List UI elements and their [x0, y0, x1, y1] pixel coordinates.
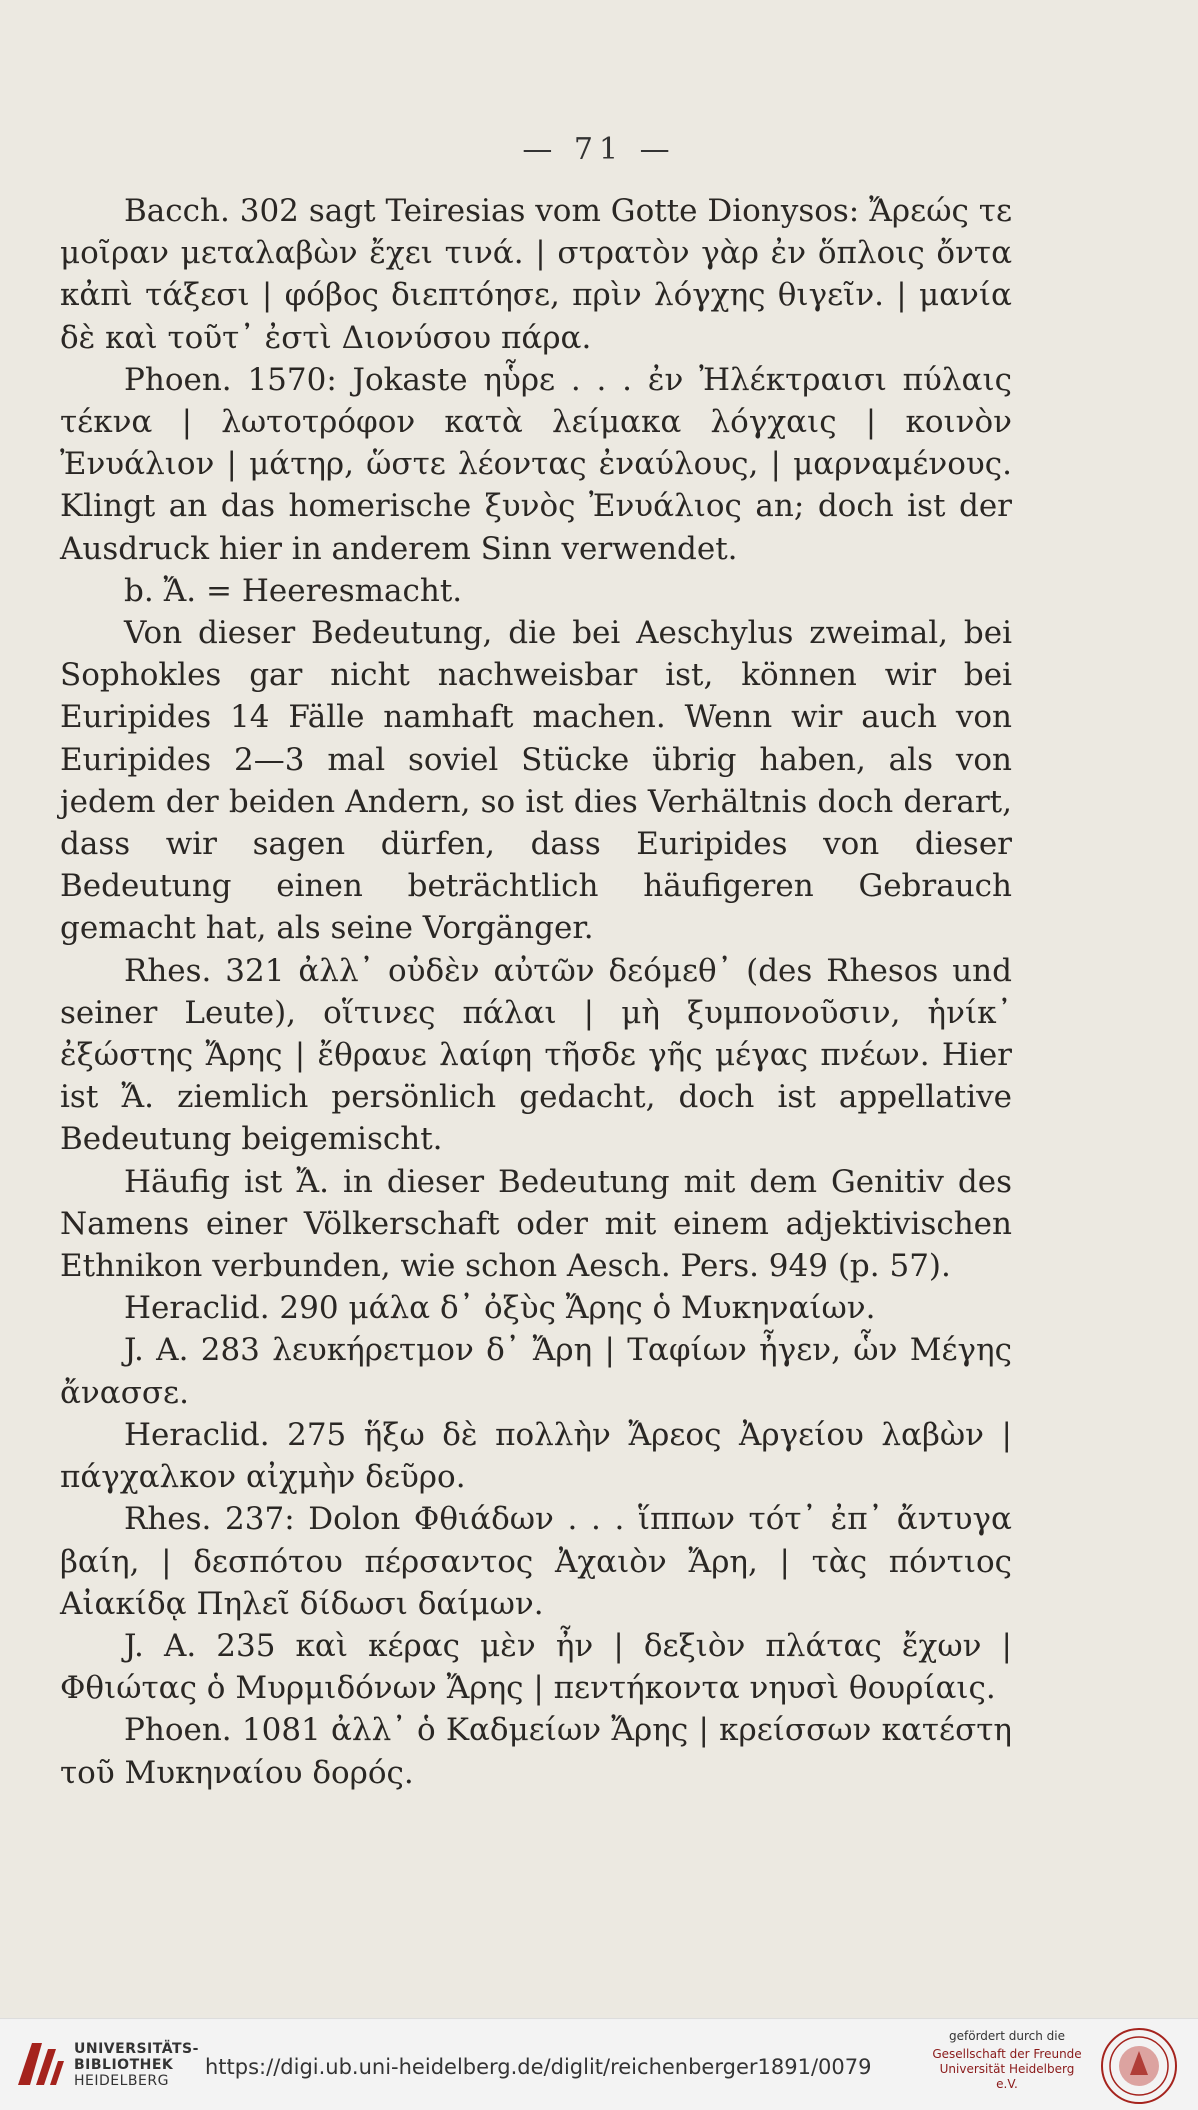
sponsor-caption: gefördert durch die	[949, 2029, 1065, 2043]
paragraph-phoen-1081: Phoen. 1081 ἀλλ᾿ ὁ Καδμείων Ἄρης | κρείσσων κατέστη τοῦ Μυκηναίου δορός.	[60, 1712, 1012, 1791]
sponsor-block	[928, 2029, 1086, 2092]
paragraph-heraclid-290: Heraclid. 290 μάλα δ᾿ ὀξὺς Ἄρης ὁ Μυκηναίων.	[124, 1290, 876, 1327]
paragraph-ja-283: J. A. 283 λευκήρετμον δ᾿ Ἄρη | Ταφίων ἦγεν, ὧν Μέγης ἄνασσε.	[60, 1332, 1012, 1411]
paragraph-bacch: Bacch. 302 sagt Teiresias vom Gotte Dionysos: Ἄρεώς τε μοῖραν μεταλαβὼν ἔχει τινά. | στρατὸν γὰρ ἐν ὅπλοις ὄντα κἀπὶ τάξεσι | φόβος διεπτόησε, πρὶν λόγχης θιγεῖν. | μανία δὲ καὶ τοῦτ᾿ ἐστὶ Διονύσου πάρα.	[60, 193, 1012, 356]
footer-bar	[0, 2018, 1198, 2110]
permalink-url[interactable]: https://digi.ub.uni-heidelberg.de/diglit/reichenberger1891/0079	[205, 2055, 872, 2079]
institution-line-1: UNIVERSITÄTS-	[74, 2041, 199, 2057]
page-number: — 71 —	[522, 132, 676, 167]
paragraph-heraclid-275: Heraclid. 275 ἥξω δὲ πολλὴν Ἄρεος Ἀργείου λαβὼν | πάγχαλκον αἰχμὴν δεῦρο.	[60, 1416, 1012, 1496]
paragraph-ja-235: J. A. 235 καὶ κέρας μὲν ἦν | δεξιὸν πλάτας ἔχων | Φθιώτας ὁ Μυρμιδόνων Ἄρης | πεντήκοντα νηυσὶ θουρίαις.	[60, 1627, 1012, 1707]
paragraph-rhes-321: Rhes. 321 ἀλλ᾿ οὐδὲν αὐτῶν δεόμεθ᾿ (des Rhesos und seiner Leute), οἵτινες πάλαι | μὴ ξυμπονοῦσιν, ἡνίκ᾿ ἐξώστης Ἄρης | ἔθραυε λαίφη τῆσδε γῆς μέγας πνέων. Hier ist Ἄ. ziemlich persönlich gedacht, doch ist appellative Bedeutung beigemischt.	[60, 952, 1012, 1158]
sponsor-line-2: Universität Heidelberg e.V.	[939, 2062, 1075, 2091]
ub-heidelberg-logo-icon	[12, 2035, 70, 2093]
body-text	[60, 190, 1012, 1794]
institution-name	[74, 2041, 199, 2089]
paragraph-von-dieser: Von dieser Bedeutung, die bei Aeschylus zweimal, bei Sophokles gar nicht nachweisbar ist, können wir bei Euripides 14 Fälle namhaft machen. Wenn wir auch von Euripides 2—3 mal soviel Stücke übrig haben, als von jedem der beiden Andern, so ist dies Verhältnis doch derart, dass wir sagen dürfen, dass Euripides von dieser Bedeutung einen beträchtlich häufigeren Gebrauch gemacht hat, als seine Vorgänger.	[60, 615, 1012, 947]
institution-line-3: HEIDELBERG	[74, 2073, 169, 2089]
institution-line-2: BIBLIOTHEK	[74, 2057, 174, 2073]
paragraph-heading-b: b. Ἄ. = Heeresmacht.	[124, 572, 463, 609]
paragraph-phoen-1570: Phoen. 1570: Jokaste ηὗρε . . . ἐν Ἠλέκτραισι πύλαις τέκνα | λωτοτρόφον κατὰ λείμακα λόγχαις | κοινὸν Ἐνυάλιον | μάτηρ, ὥστε λέοντας ἐναύλους, | μαρναμένους. Klingt an das homerische ξυνὸς Ἐνυάλιος an; doch ist der Ausdruck hier in anderem Sinn verwendet.	[60, 361, 1012, 567]
university-seal-icon	[1100, 2027, 1178, 2105]
paragraph-haeufig: Häufig ist Ἄ. in dieser Bedeutung mit dem Genitiv des Namens einer Völkerschaft oder mit einem adjektivischen Ethnikon verbunden, wie schon Aesch. Pers. 949 (p. 57).	[60, 1163, 1012, 1285]
sponsor-line-1: Gesellschaft der Freunde	[932, 2047, 1082, 2061]
paragraph-rhes-237: Rhes. 237: Dolon Φθιάδων . . . ἵππων τότ᾿ ἐπ᾿ ἄντυγα βαίη, | δεσπότου πέρσαντος Ἀχαιὸν Ἄρη, | τὰς πόντιος Αἰακίδᾳ Πηλεῖ δίδωσι δαίμων.	[60, 1501, 1012, 1622]
